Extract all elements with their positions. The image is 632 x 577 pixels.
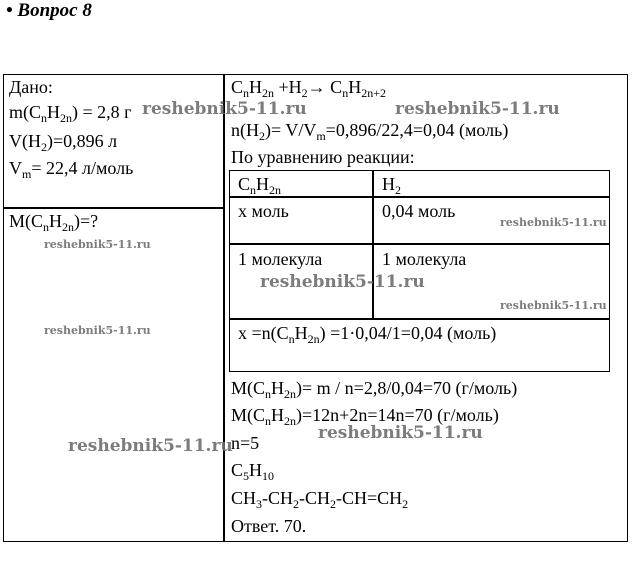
moles-h2: $n(H_2)= V/V_m=0,896/22,4=0,04$ (моль) [231,120,509,143]
reaction-equation: $C_nH_{2n} +H_2\to C_nH_{2n+2}$ [231,77,386,100]
by-equation-label: По уравнению реакции: [231,147,415,167]
n-value: n=5 [231,433,260,453]
answer: Ответ. 70. [231,516,307,536]
table-header-alkene: $C_nH_{2n}$ [238,174,282,197]
watermark: reshebnik5-11.ru [318,423,483,443]
watermark: reshebnik5-11.ru [500,299,607,312]
question-heading: • Вопрос 8 [6,0,92,21]
column-divider [223,74,225,542]
table-header-hydrogen: $H_2$ [382,174,401,197]
table-cell-molecule-2: 1 молекула [382,249,467,269]
watermark: reshebnik5-11.ru [44,238,151,251]
given-label: Дано: [9,77,53,97]
molecular-formula: $C_5H_{10}$ [231,460,275,483]
watermark: reshebnik5-11.ru [395,99,560,119]
watermark: reshebnik5-11.ru [260,272,425,292]
proportion-row-divider [229,196,610,198]
given-volume: $V(H_2)=0,896$ л [9,131,118,154]
structural-formula: $CH_3-CH_2-CH_2-CH=CH_2$ [231,488,409,511]
given-molar-volume: $V_m= 22,4$ л/моль [9,158,134,181]
watermark: reshebnik5-11.ru [142,99,307,119]
find-value: $M(C_nH_{2n})=$? [9,211,99,234]
given-mass: $m(C_nH_{2n}) = 2,8$ г [9,102,132,125]
molar-mass-calc: $M(C_nH_{2n})= m / n=2,8/0,04=70$ (г/моль) [231,378,518,401]
molar-mass-formula: $M(C_nH_{2n})=12n+2n=14n=70$ (г/моль) [231,405,499,428]
watermark: reshebnik5-11.ru [500,216,607,229]
table-cell-x-mol: x моль [238,201,289,221]
table-cell-h2-mol: 0,04 моль [382,201,456,221]
proportion-row-divider [229,243,610,245]
given-find-divider [3,207,224,209]
watermark: reshebnik5-11.ru [44,324,151,337]
table-result: $x =n(C_nH_{2n}) =1\cdot 0,04/1=0,04$ (моль) [238,323,497,346]
proportion-row-divider [229,318,610,320]
watermark: reshebnik5-11.ru [68,436,233,456]
table-cell-molecule-1: 1 молекула [238,249,323,269]
